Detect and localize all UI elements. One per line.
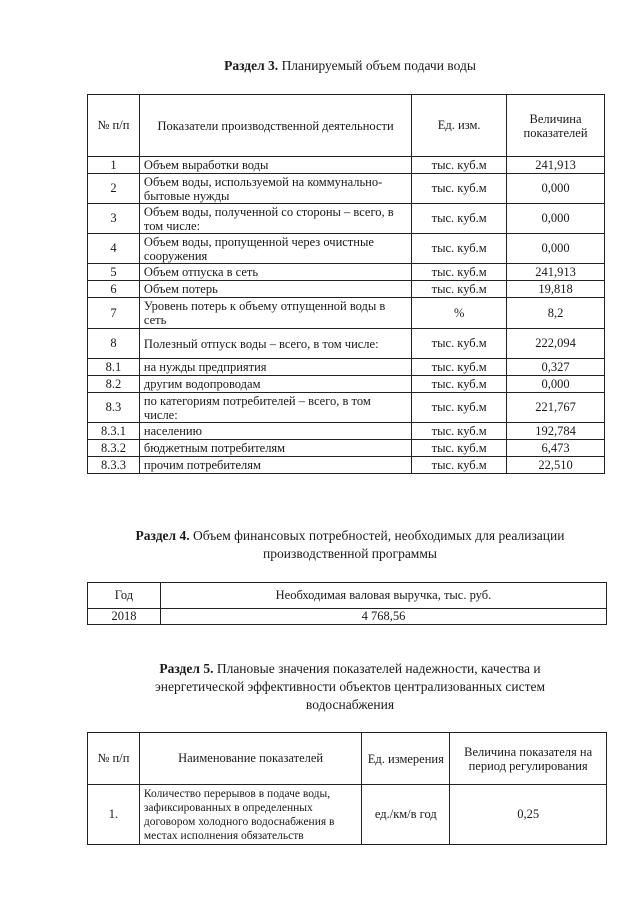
- row-value: 241,913: [507, 157, 605, 174]
- row-name: Объем отпуска в сеть: [139, 264, 411, 281]
- row-value: 0,000: [507, 376, 605, 393]
- header-num: № п/п: [88, 733, 140, 785]
- row-unit: тыс. куб.м: [412, 423, 507, 440]
- row-name: Объем выработки воды: [139, 157, 411, 174]
- table-header-row: [88, 95, 605, 157]
- table-row: [88, 298, 605, 329]
- row-name: Полезный отпуск воды – всего, в том числе:: [139, 329, 411, 359]
- row-name: Количество перерывов в подаче воды, зафиксированных в определенных договором холодного водоснабжения в местах исполнения обязательств: [139, 785, 361, 845]
- row-unit: тыс. куб.м: [412, 157, 507, 174]
- row-value: 8,2: [507, 298, 605, 329]
- row-name: Объем воды, используемой на коммунально-бытовые нужды: [139, 174, 411, 204]
- row-value: 0,25: [450, 785, 607, 845]
- section4-table: [87, 582, 607, 625]
- row-name: по категориям потребителей – всего, в том числе:: [139, 393, 411, 423]
- row-unit: %: [412, 298, 507, 329]
- section3-title-bold: Раздел 3.: [224, 58, 279, 73]
- table-row: [88, 440, 605, 457]
- header-value: Величина показателей: [507, 95, 605, 157]
- section5-title-bold: Раздел 5.: [159, 661, 214, 676]
- row-unit: тыс. куб.м: [412, 440, 507, 457]
- row-unit: тыс. куб.м: [412, 204, 507, 234]
- row-value: 0,000: [507, 234, 605, 264]
- header-indicator: Показатели производственной деятельности: [139, 95, 411, 157]
- section4-title-bold: Раздел 4.: [135, 528, 190, 543]
- row-unit: тыс. куб.м: [412, 457, 507, 474]
- section4-title-line2: производственной программы: [263, 546, 437, 561]
- header-revenue: Необходимая валовая выручка, тыс. руб.: [160, 583, 606, 609]
- header-unit: Ед. измерения: [362, 733, 450, 785]
- row-num: 1: [88, 157, 140, 174]
- table-row: [88, 609, 607, 625]
- row-num: 8.3.3: [88, 457, 140, 474]
- row-name: Объем воды, полученной со стороны – всего, в том числе:: [139, 204, 411, 234]
- row-name: Объем потерь: [139, 281, 411, 298]
- table-row: [88, 174, 605, 204]
- section5-table: [87, 732, 607, 845]
- row-num: 8.1: [88, 359, 140, 376]
- row-num: 3: [88, 204, 140, 234]
- row-name: на нужды предприятия: [139, 359, 411, 376]
- row-num: 5: [88, 264, 140, 281]
- section4-title-line1: Объем финансовых потребностей, необходимых для реализации: [189, 528, 565, 543]
- section5-title-line1: Плановые значения показателей надежности, качества и: [213, 661, 541, 676]
- row-name: Уровень потерь к объему отпущенной воды в сеть: [139, 298, 411, 329]
- table-row: [88, 376, 605, 393]
- table-row: [88, 264, 605, 281]
- table-row: [88, 329, 605, 359]
- row-value: 6,473: [507, 440, 605, 457]
- table-row: [88, 204, 605, 234]
- table-row: [88, 157, 605, 174]
- table-header-row: [88, 583, 607, 609]
- section3-table: [87, 94, 605, 474]
- row-unit: тыс. куб.м: [412, 329, 507, 359]
- row-num: 8.3.2: [88, 440, 140, 457]
- header-num: № п/п: [88, 95, 140, 157]
- row-unit: тыс. куб.м: [412, 393, 507, 423]
- row-unit: тыс. куб.м: [412, 376, 507, 393]
- row-value: 241,913: [507, 264, 605, 281]
- row-unit: тыс. куб.м: [412, 281, 507, 298]
- row-unit: тыс. куб.м: [412, 234, 507, 264]
- row-num: 6: [88, 281, 140, 298]
- row-unit: ед./км/в год: [362, 785, 450, 845]
- row-name: населению: [139, 423, 411, 440]
- row-num: 8: [88, 329, 140, 359]
- header-unit: Ед. изм.: [412, 95, 507, 157]
- header-name: Наименование показателей: [139, 733, 361, 785]
- table-header-row: [88, 733, 607, 785]
- row-num: 4: [88, 234, 140, 264]
- header-value: Величина показателя на период регулирования: [450, 733, 607, 785]
- row-num: 7: [88, 298, 140, 329]
- table-row: [88, 359, 605, 376]
- row-num: 8.3: [88, 393, 140, 423]
- section5-title-line2: энергетической эффективности объектов централизованных систем: [154, 679, 546, 694]
- table-row: [88, 281, 605, 298]
- row-value: 0,327: [507, 359, 605, 376]
- row-num: 2: [88, 174, 140, 204]
- section5-title: [90, 660, 610, 714]
- table-row: [88, 457, 605, 474]
- row-name: Объем воды, пропущенной через очистные сооружения: [139, 234, 411, 264]
- row-unit: тыс. куб.м: [412, 359, 507, 376]
- row-unit: тыс. куб.м: [412, 174, 507, 204]
- section5-title-line3: водоснабжения: [305, 697, 395, 712]
- row-name: прочим потребителям: [139, 457, 411, 474]
- section4-title: [90, 527, 610, 563]
- section3-title-text: Планируемый объем подачи воды: [278, 58, 476, 73]
- table-row: [88, 393, 605, 423]
- row-value: 222,094: [507, 329, 605, 359]
- table-row: [88, 234, 605, 264]
- section3-title: [90, 57, 610, 75]
- row-value: 19,818: [507, 281, 605, 298]
- row-num: 8.2: [88, 376, 140, 393]
- row-num: 8.3.1: [88, 423, 140, 440]
- row-value: 0,000: [507, 174, 605, 204]
- row-value: 192,784: [507, 423, 605, 440]
- row-name: другим водопроводам: [139, 376, 411, 393]
- row-unit: тыс. куб.м: [412, 264, 507, 281]
- table-row: [88, 785, 607, 845]
- row-value: 221,767: [507, 393, 605, 423]
- row-value: 0,000: [507, 204, 605, 234]
- row-revenue: 4 768,56: [160, 609, 606, 625]
- row-value: 22,510: [507, 457, 605, 474]
- header-year: Год: [88, 583, 161, 609]
- row-name: бюджетным потребителям: [139, 440, 411, 457]
- row-num: 1.: [88, 785, 140, 845]
- table-row: [88, 423, 605, 440]
- row-year: 2018: [88, 609, 161, 625]
